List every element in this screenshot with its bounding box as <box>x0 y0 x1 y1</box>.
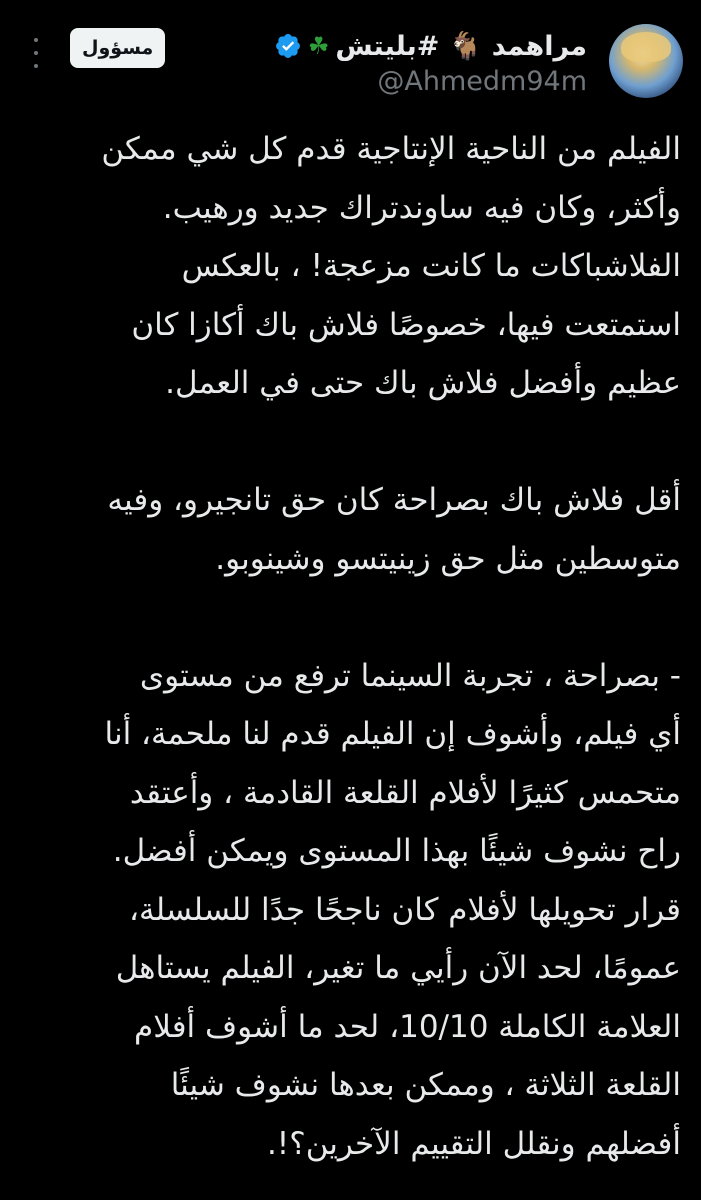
tweet-line: الفيلم من الناحية الإنتاجية قدم كل شي ممكن <box>101 131 681 167</box>
role-badge: مسؤول <box>70 28 165 68</box>
tweet-line: متحمس كثيرًا لأفلام القلعة القادمة ، وأعتقد <box>129 774 681 811</box>
more-dots-icon[interactable] <box>26 38 46 68</box>
tweet-line: - بصراحة ، تجربة السينما ترفع من مستوى <box>139 657 681 694</box>
tweet-line: أقل فلاش باك بصراحة كان حق تانجيرو، وفيه <box>107 482 681 518</box>
tweet-line: استمتعت فيها، خصوصًا فلاش باك أكازا كان <box>131 306 681 343</box>
tweet-line: راح نشوف شيئًا بهذا المستوى ويمكن أفضل. <box>112 833 681 869</box>
tweet-line: الفلاشباكات ما كانت مزعجة! ، بالعكس <box>181 248 681 284</box>
tweet-line: القلعة الثلاثة ، وممكن بعدها نشوف شيئًا <box>170 1067 681 1103</box>
author-name-row[interactable] <box>274 28 587 64</box>
tweet-paragraph <box>26 647 681 1174</box>
tweet-line: وأكثر، وكان فيه ساوندتراك جديد ورهيب. <box>162 189 681 226</box>
tweet-paragraph <box>26 120 681 413</box>
author-handle[interactable]: @Ahmedm94m <box>377 66 587 97</box>
tweet-line: العلامة الكاملة 10/10، لحد ما أشوف أفلام <box>134 1008 681 1045</box>
author-display-name[interactable]: مراهمد 🐐 #بليتش <box>335 31 587 62</box>
tweet-line: قرار تحويلها لأفلام كان ناجحًا جدًا للسلسلة، <box>129 891 681 928</box>
tweet-header <box>20 20 683 100</box>
tweet-line: أفضلهم ونقلل التقييم الآخرين؟!. <box>266 1125 681 1162</box>
verified-badge-icon <box>274 32 302 60</box>
tweet-line: عظيم وأفضل فلاش باك حتى في العمل. <box>165 365 681 401</box>
tweet-line: عمومًا، لحد الآن رأيي ما تغير، الفيلم يستاهل <box>115 950 681 986</box>
tweet-line: أي فيلم، وأشوف إن الفيلم قدم لنا ملحمة، أنا <box>104 716 681 752</box>
tweet-text <box>26 120 681 1173</box>
tweet-paragraph <box>26 471 681 588</box>
avatar[interactable] <box>609 24 683 98</box>
tweet-line: متوسطين مثل حق زينيتسو وشينوبو. <box>215 540 681 577</box>
clover-icon: ☘ <box>307 32 330 60</box>
